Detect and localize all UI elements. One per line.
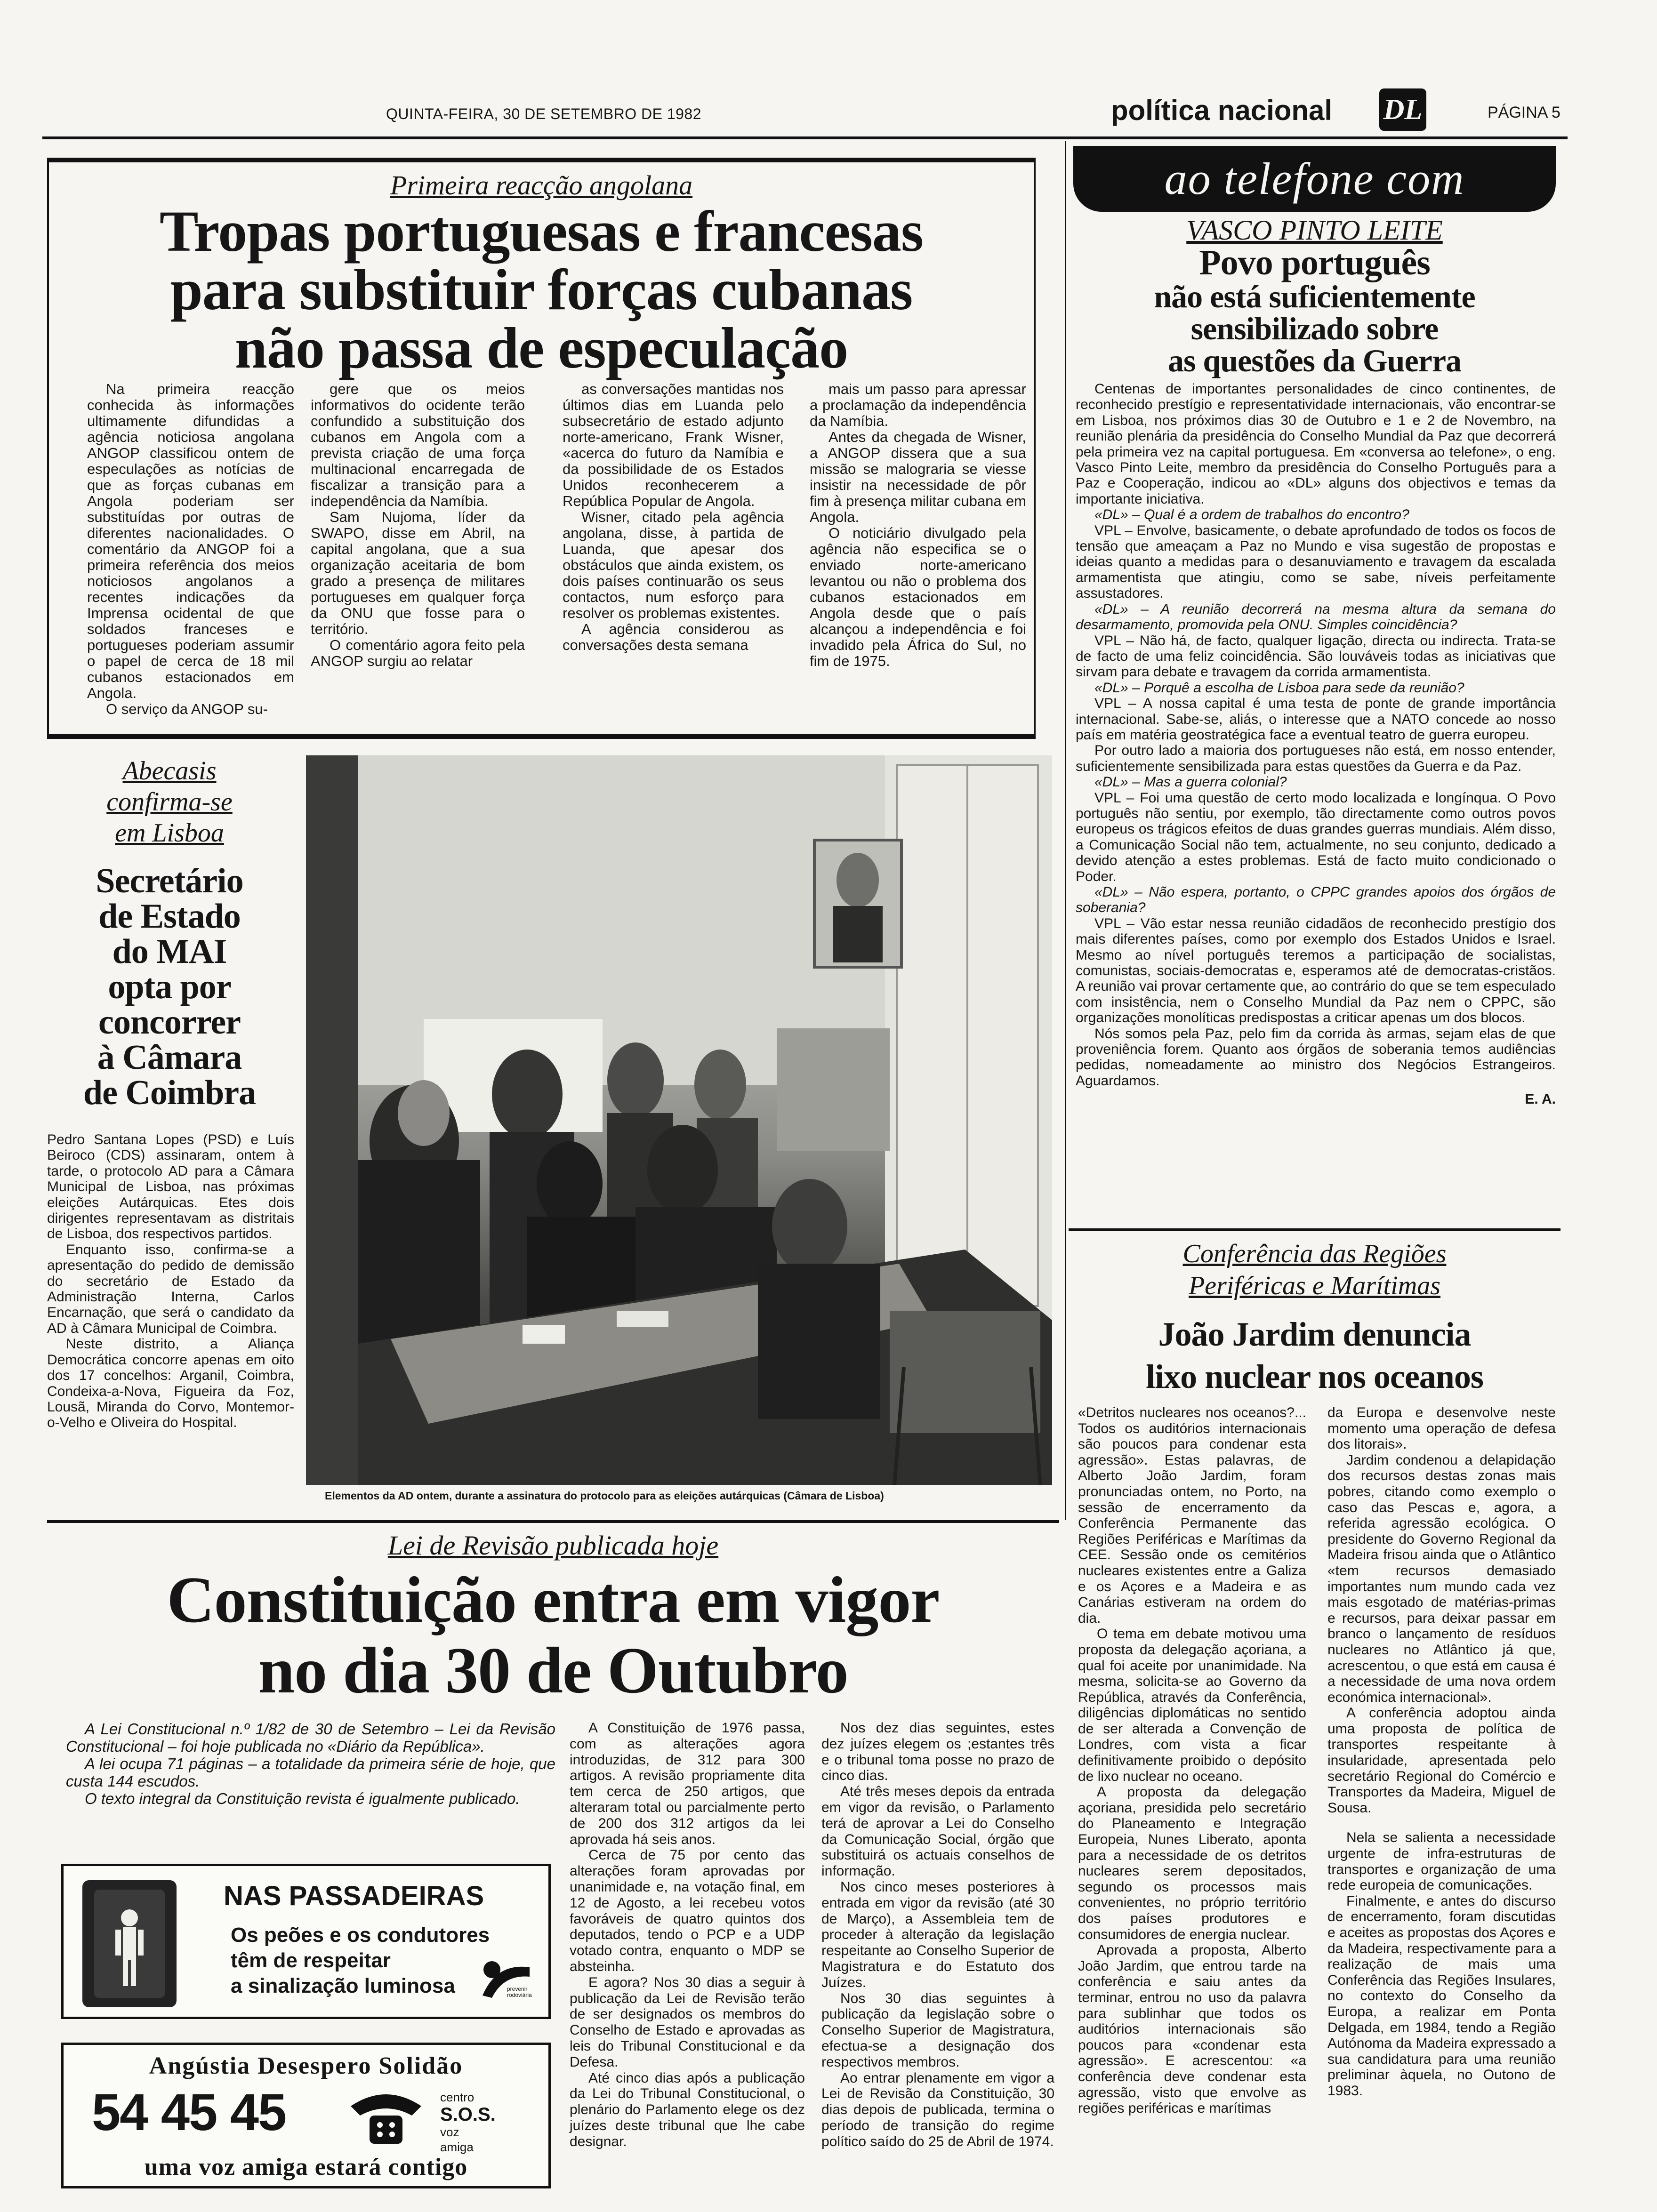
paragraph: da Europa e desenvolve neste momento uma operação de defesa dos litorais». [1327,1405,1556,1452]
paragraph: Por outro lado a maioria dos portugueses não está, em nosso entender, suficientemente sensibilizada para estas questões da Guerra e da Paz. [1076,743,1556,774]
brand-line: amiga [440,2140,474,2154]
paragraph: O comentário agora feito pela ANGOP surgiu ao relatar [311,637,525,669]
lead-headline-line: para substituir forças cubanas [170,257,913,322]
phone-headline-line: as questões da Guerra [1167,343,1462,378]
lead-headline [47,199,1036,380]
paragraph: Ao entrar plenamente em vigor a Lei de Revisão da Constituição, 30 dias depois de publicada, termina o período de transição do regime político saído do 25 de Abril de 1974. [821,2070,1054,2149]
kicker-line: em Lisboa [115,818,224,848]
ad-passadeiras-title: NAS PASSADEIRAS [224,1881,484,1911]
paragraph: Neste distrito, a Aliança Democrática concorre apenas em oito dos 17 concelhos: Arganil, Coimbra, Condeixa-a-Nova, Figueira da Foz, Lousã, Miranda do Corvo, Montemor-o-Velho e Oliveira do Hospital. [47,1336,294,1431]
paragraph: O texto integral da Constituição revista é igualmente publicado. [85,1790,520,1807]
paragraph: O noticiário divulgado pela agência não especifica se o enviado norte-americano levantou ou não o problema dos cubanos estacionados em Angola desde que o país alcançou a independência e foi invadido pela África do Sul, no fim de 1975. [810,525,1026,669]
constituicao-kicker: Lei de Revisão publicada hoje [387,1530,719,1561]
paragraph: Na primeira reacção conhecida às informações ultimamente difundidas a agência noticiosa angolana ANGOP classificou ontem de especulações as notícias de que as forças cubanas em Angola poderiam ser substituídas por outras de diferentes nacionalidades. O comentário da ANGOP foi a primeira referência dos meios noticiosos angolanos a recentes indicações da Imprensa ocidental de que soldados franceses e portugueses poderiam assumir o papel de cerca de 18 mil cubanos estacionados em Angola. [87,381,294,701]
abecasis-headline [47,864,292,1111]
telephone-hand-icon [346,2087,426,2148]
paragraph: Jardim condenou a delapidação dos recursos destas zonas mais pobres, citando como exemplo o caso das Pescas e, agora, a referida agressão ecológica. O presidente do Governo Regional da Madeira frisou ainda que o Atlântico «tem recursos demasiado importantes num mundo cada vez mais esgotado de matérias-primas e recursos, para deixar passar em branco o lançamento de resíduos nucleares no Atlântico já que, acrescentou, o que está em causa é a necessidade de uma nova ordem económica internacional». [1327,1452,1556,1705]
paragraph: Nos dez dias seguintes, estes dez juízes elegem os ;estantes três e o tribunal toma posse no prazo de cinco dias. [821,1720,1054,1784]
phone-headline-line: Povo português [1199,243,1430,282]
paragraph: Até três meses depois da entrada em vigor da revisão, o Parlamento terá de aprovar a Lei do Conselho da Comunicação Social, órgão que substituirá os actuais conselhos de informação. [821,1784,1054,1879]
paragraph: Antes da chegada de Wisner, a ANGOP dissera que a sua missão se malograria se viesse insistir na necessidade de pôr fim à presença militar cubana em Angola. [810,429,1026,525]
brand-line: centro [440,2090,475,2104]
paragraph: Até cinco dias após a publicação da Lei do Tribunal Constitucional, o plenário do Parlamento elege os dez juízes deste tribunal que lhe cabe designar. [570,2070,805,2149]
jardim-headline [1073,1313,1556,1398]
answer: VPL – Envolve, basicamente, o debate aprofundado de todos os focos de tensão que ameaçam a Paz no Mundo e visa sugestão de propostas e ideias quanto a medidas para o desanuviamento e travagem da escalada armamentista que atingiu, como se sabe, níveis perfeitamente assustadores. [1076,522,1556,601]
header-date: QUINTA-FEIRA, 30 DE SETEMBRO DE 1982 [386,105,702,122]
pedestrian-figure-icon [82,1880,177,2007]
question: «DL» – Não espera, portanto, o CPPC grandes apoios dos órgãos de soberania? [1076,884,1556,916]
paragraph: Centenas de importantes personalidades de cinco continentes, de reconhecido prestígio e representatividade internacionais, vão encontrar-se em Lisboa, nos próximos dias 30 de Outubro e 1 e 2 de Novembro, na reunião plenária da presidência do Conselho Mundial da Paz que decorrerá pela primeira vez na capital portuguesa. Em «conversa ao telefone», o eng. Vasco Pinto Leite, membro da presidência do Conselho Português para a Paz e Cooperação, indicou ao «DL» alguns dos objectivos e temas da importante iniciativa. [1076,381,1556,507]
kicker-line: confirma-se [106,787,233,817]
brand-line: voz [440,2125,459,2139]
paragraph: A Constituição de 1976 passa, com as alterações agora introduzidas, de 312 para 300 artigos. A revisão propriamente dita tem cerca de 250 artigos, que alteraram total ou parcialmente perto de 200 dos 312 artigos da lei aprovada há seis anos. [570,1720,805,1847]
question: «DL» – A reunião decorrerá na mesma altura da semana do desarmamento, promovida pela ONU. Simples coincidência? [1076,601,1556,633]
headline-line: opta por [108,968,231,1006]
paragraph: Nos 30 dias seguintes à publicação da legislação sobre o Conselho Superior de Magistratura, efectua-se a designação dos respectivos membros. [821,1990,1054,2070]
page-number: PÁGINA 5 [1488,104,1560,121]
answer: VPL – Foi uma questão de certo modo localizada e longínqua. O Povo português não sentiu, por exemplo, tão directamente como outros povos europeus os trágicos efeitos de duas grandes guerras mundiais. Além disso, a Comunicação Social não tem, actualmente, no seu conjunto, dedicado a devido atenção a estes problemas. Está de facto muito condicionado o Poder. [1076,790,1556,884]
signature: E. A. [1525,1091,1556,1107]
phone-headline-line: sensibilizado sobre [1190,311,1439,346]
paragraph: O serviço da ANGOP su- [106,701,268,717]
jardim-column-1 [1078,1405,1306,2116]
paragraph: Nos cinco meses posteriores à entrada em vigor da revisão (até 30 de Março), a Assembleia tem de proceder à alteração da legislação respeitante ao Conselho Superior de Magistratura e do Estatuto dos Juízes. [821,1879,1054,1990]
header-section: política nacional [1111,95,1333,126]
paragraph: Wisner, citado pela agência angolana, disse, à partida de Luanda, que apesar dos obstáculos que ainda existem, os dois países continuarão os seus contactos, num esforço para resolver os problemas existentes. [563,509,784,621]
logo-caption-line: rodoviária [507,1992,532,1998]
constituicao-headline [47,1565,1059,1706]
answer: VPL – A nossa capital é uma testa de ponte de grande importância internacional. Sabe-se, aliás, o interesse que a NATO concede ao nosso país em matéria geostratégica face a eventual teatro de guerra europeu. [1076,696,1556,743]
jardim-column-2 [1327,1405,1556,2099]
phone-banner-text: ao telefone com [1164,153,1465,204]
kicker-line: Abecasis [122,756,217,785]
news-photo [306,755,1052,1485]
lead-headline-line: Tropas portuguesas e francesas [159,199,924,264]
ad-sos-brand [440,2090,496,2155]
lead-kicker: Primeira reacção angolana [390,170,693,200]
paragraph: A lei ocupa 71 páginas – a totalidade da primeira série de hoje, que custa 144 escudos. [66,1755,555,1790]
jardim-kicker [1073,1238,1556,1302]
paragraph: O tema em debate motivou uma proposta da delegação açoriana, a qual foi aceite por unanimidade. Na mesma, solicita-se ao Governo da República, através da Conferência, diligências diplomáticas no sentido de ser alterada a Convenção de Londres, com vista a ficar definitivamente proibido o depósito de lixo nuclear no oceano. [1078,1626,1306,1784]
phone-headline [1073,245,1556,377]
ad-line: a sinalização luminosa [231,1974,455,1997]
lead-headline-line: não passa de especulação [234,316,848,380]
paragraph: Cerca de 75 por cento das alterações foram aprovadas por unanimidade e, na votação final, em 12 de Agosto, a lei recebeu votos favoráveis de quatro quintos dos deputados, tendo o PCP e a UDP votado contra, enquanto o MDP se absteinha. [570,1847,805,1974]
abecasis-body [47,1132,294,1431]
paragraph: mais um passo para apressar a proclamação da independência da Namíbia. [810,381,1026,429]
headline-line: Secretário [96,862,243,900]
ad-sos-top-text: Angústia Desespero Solidão [149,2052,463,2079]
ad-sos-voz-amiga [61,2043,551,2188]
paragraph: Sam Nujoma, líder da SWAPO, disse em Abril, na capital angolana, que a sua organização aceitaria de bom grado a presença de militares portugueses em qualquer força da ONU que fosse para o território. [311,509,525,637]
headline-line: de Estado [98,897,241,936]
headline-line: do MAI [112,932,227,971]
paragraph: Nós somos pela Paz, pelo fim da corrida às armas, sejam elas de que proveniência forem. Quanto aos órgãos de soberania temos audiências pedidas, nomeadamente ao ministro dos Negócios Estrangeiros. Aguardamos. [1076,1026,1556,1089]
pedestrian-signal-icon [82,1880,177,2007]
headline-line: à Câmara [97,1038,242,1077]
phone-body [1076,381,1556,1107]
lead-column-4 [810,381,1026,669]
kicker-line: Periféricas e Marítimas [1188,1271,1441,1300]
paragraph: Nela se salienta a necessidade urgente de infra-estruturas de transportes e organização de uma rede europeia de comunicações. [1327,1830,1556,1893]
headline-line: concorrer [98,1003,241,1042]
abecasis-kicker [47,755,292,849]
prevencao-logo-icon [478,1953,534,2005]
paragraph: A agência considerou as conversações desta semana [563,621,784,653]
paragraph: Enquanto isso, confirma-se a apresentação do pedido de demissão do secretário de Estado da Administração Interna, Carlos Encarnação, que será o candidato da AD à Câmara Municipal de Coimbra. [47,1242,294,1336]
headline-line: lixo nuclear nos oceanos [1146,1358,1483,1395]
answer: VPL – Não há, de facto, qualquer ligação, directa ou indirecta. Trata-se de facto de uma feliz coincidência. São louváveis todas as iniciativas que sirvam para debate e travagem da corrida armamentista. [1076,633,1556,680]
lead-column-1 [87,381,294,717]
ad-sos-bottom-text: uma voz amiga estará contigo [144,2154,468,2180]
logo-caption-line: prevenir [507,1986,528,1992]
page-header [0,94,1657,141]
paragraph: Pedro Santana Lopes (PSD) e Luís Beiroco (CDS) assinaram, ontem à tarde, o protocolo AD para a Câmara Municipal de Lisboa, nas próximas eleições Autárquicas. Etes dois dirigentes representavam as distritais de Lisboa, dos respectivos partidos. [47,1132,294,1242]
constituicao-top-rule [47,1520,1059,1523]
dl-logo-text: DL [1383,94,1423,126]
constituicao-lede [66,1720,555,1807]
ad-passadeiras-text [231,1923,490,1999]
constituicao-column-2 [821,1720,1054,2150]
paragraph: E agora? Nos 30 dias a seguir à publicação da Lei de Revisão terão de ser designados os membros do Conselho de Estado e aprovadas as leis do Tribunal Constitucional e da Defesa. [570,1974,805,2070]
paragraph: as conversações mantidas nos últimos dias em Luanda pelo subsecretário de estado adjunto norte-americano, Frank Wisner, «acerca do futuro da Namíbia e da possibilidade de os Estados Unidos reconhecerem a República Popular de Angola. [563,381,784,509]
right-column-rule [1065,141,1066,1520]
headline-line: Constituição entra em vigor [167,1563,940,1636]
phone-banner [1073,146,1556,212]
phone-headline-line: não está suficientemente [1154,279,1475,314]
ad-line: têm de respeitar [231,1949,391,1972]
paragraph: Finalmente, e antes do discurso de encerramento, foram discutidas e aceites as propostas dos Açores e da Madeira, respectivamente para a realização de mais uma Conferência das Regiões Insulares, no contexto do Conselho da Europa, a realizar em Ponta Delgada, em 1984, tendo a Região Autónoma da Madeira expressado a sua candidatura para uma reunião preliminar àquela, no Outono de 1983. [1327,1893,1556,2099]
brand-line: S.O.S. [440,2104,496,2125]
photo-caption: Elementos da AD ontem, durante a assinatura do protocolo para as eleições autárquicas (Câmara de Lisboa) [325,1490,884,1502]
question: «DL» – Porquê a escolha de Lisboa para sede da reunião? [1094,680,1464,696]
question: «DL» – Mas a guerra colonial? [1094,774,1287,790]
paragraph: Aprovada a proposta, Alberto João Jardim, que entrou tarde na conferência e saiu antes da terminar, entrou no uso da palavra para sublinhar que todos os auditórios internacionais são poucos para «condenar esta agressão». E acrescentou: «a conferência deve condenar esta agressão, visto que envolve as regiões periféricas e marítimas [1078,1942,1306,2116]
ad-line: Os peões e os condutores [231,1923,490,1947]
paragraph: A conferência adoptou ainda uma proposta de política de transportes respeitante à insularidade, apresentada pelo secretário Regional do Comércio e Transportes da Madeira, Miguel de Sousa. [1327,1705,1556,1816]
constituicao-column-1 [570,1720,805,2150]
answer: VPL – Vão estar nessa reunião cidadãos de reconhecido prestígio dos mais diferentes países, como por exemplo dos Estados Unidos e Israel. Mesmo ao nível português teremos a participação de socialistas, comunistas, sociais-democratas e, esperamos até de democratas-cristãos. A reunião vai provar certamente que, ao contrário do que se tem especulado com insistência, nem o Conselho Mundial da Paz nem o CPPC, são organizações monolíticas predispostas a criticar apenas um dos blocos. [1076,915,1556,1026]
paragraph: «Detritos nucleares nos oceanos?... Todos os auditórios internacionais são poucos para condenar esta agressão». Estas palavras, de Alberto João Jardim, foram pronunciadas ontem, no Porto, na sessão de encerramento da Conferência Permanente das Regiões Periféricas e Marítimas da CEE. Sessão onde os cemitérios nucleares existentes entre a Galiza e os Açores e a Madeira e as Canárias estiveram na ordem do dia. [1078,1405,1306,1626]
logo-caption [507,1986,532,1998]
ad-passadeiras [61,1864,551,2019]
headline-line: João Jardim denuncia [1158,1315,1471,1353]
lead-column-2 [311,381,525,669]
kicker-line: Conferência das Regiões [1182,1239,1447,1268]
paragraph: A proposta da delegação açoriana, presidida pelo secretário do Planeamento e Integração Europeia, Nunes Liberato, aponta para a necessidade de os detritos nucleares serem depositados, segundo os processos mais convenientes, no próprio território dos países produtores e consumidores de energia nuclear. [1078,1784,1306,1942]
lead-column-3 [563,381,784,653]
header-rule [42,136,1568,139]
telephone-handset-icon [346,2087,426,2148]
paragraph: A Lei Constitucional n.º 1/82 de 30 de Setembro – Lei da Revisão Constitucional – foi hoje publicada no «Diário da República». [66,1720,555,1755]
phone-name: VASCO PINTO LEITE [1186,215,1443,246]
headline-line: no dia 30 de Outubro [258,1634,848,1707]
ad-sos-phone-number: 54 45 45 [92,2084,286,2141]
phone-bottom-rule [1069,1228,1560,1231]
headline-line: de Coimbra [83,1074,256,1112]
question: «DL» – Qual é a ordem de trabalhos do encontro? [1094,507,1409,523]
photo-scene-illustration [306,755,1052,1485]
dl-logo-icon [1379,88,1426,131]
paragraph: gere que os meios informativos do ocidente terão confundido a substituição dos cubanos em Angola com a prevista criação de uma força multinacional encarregada de fiscalizar a transição para a independência da Namíbia. [311,381,525,509]
